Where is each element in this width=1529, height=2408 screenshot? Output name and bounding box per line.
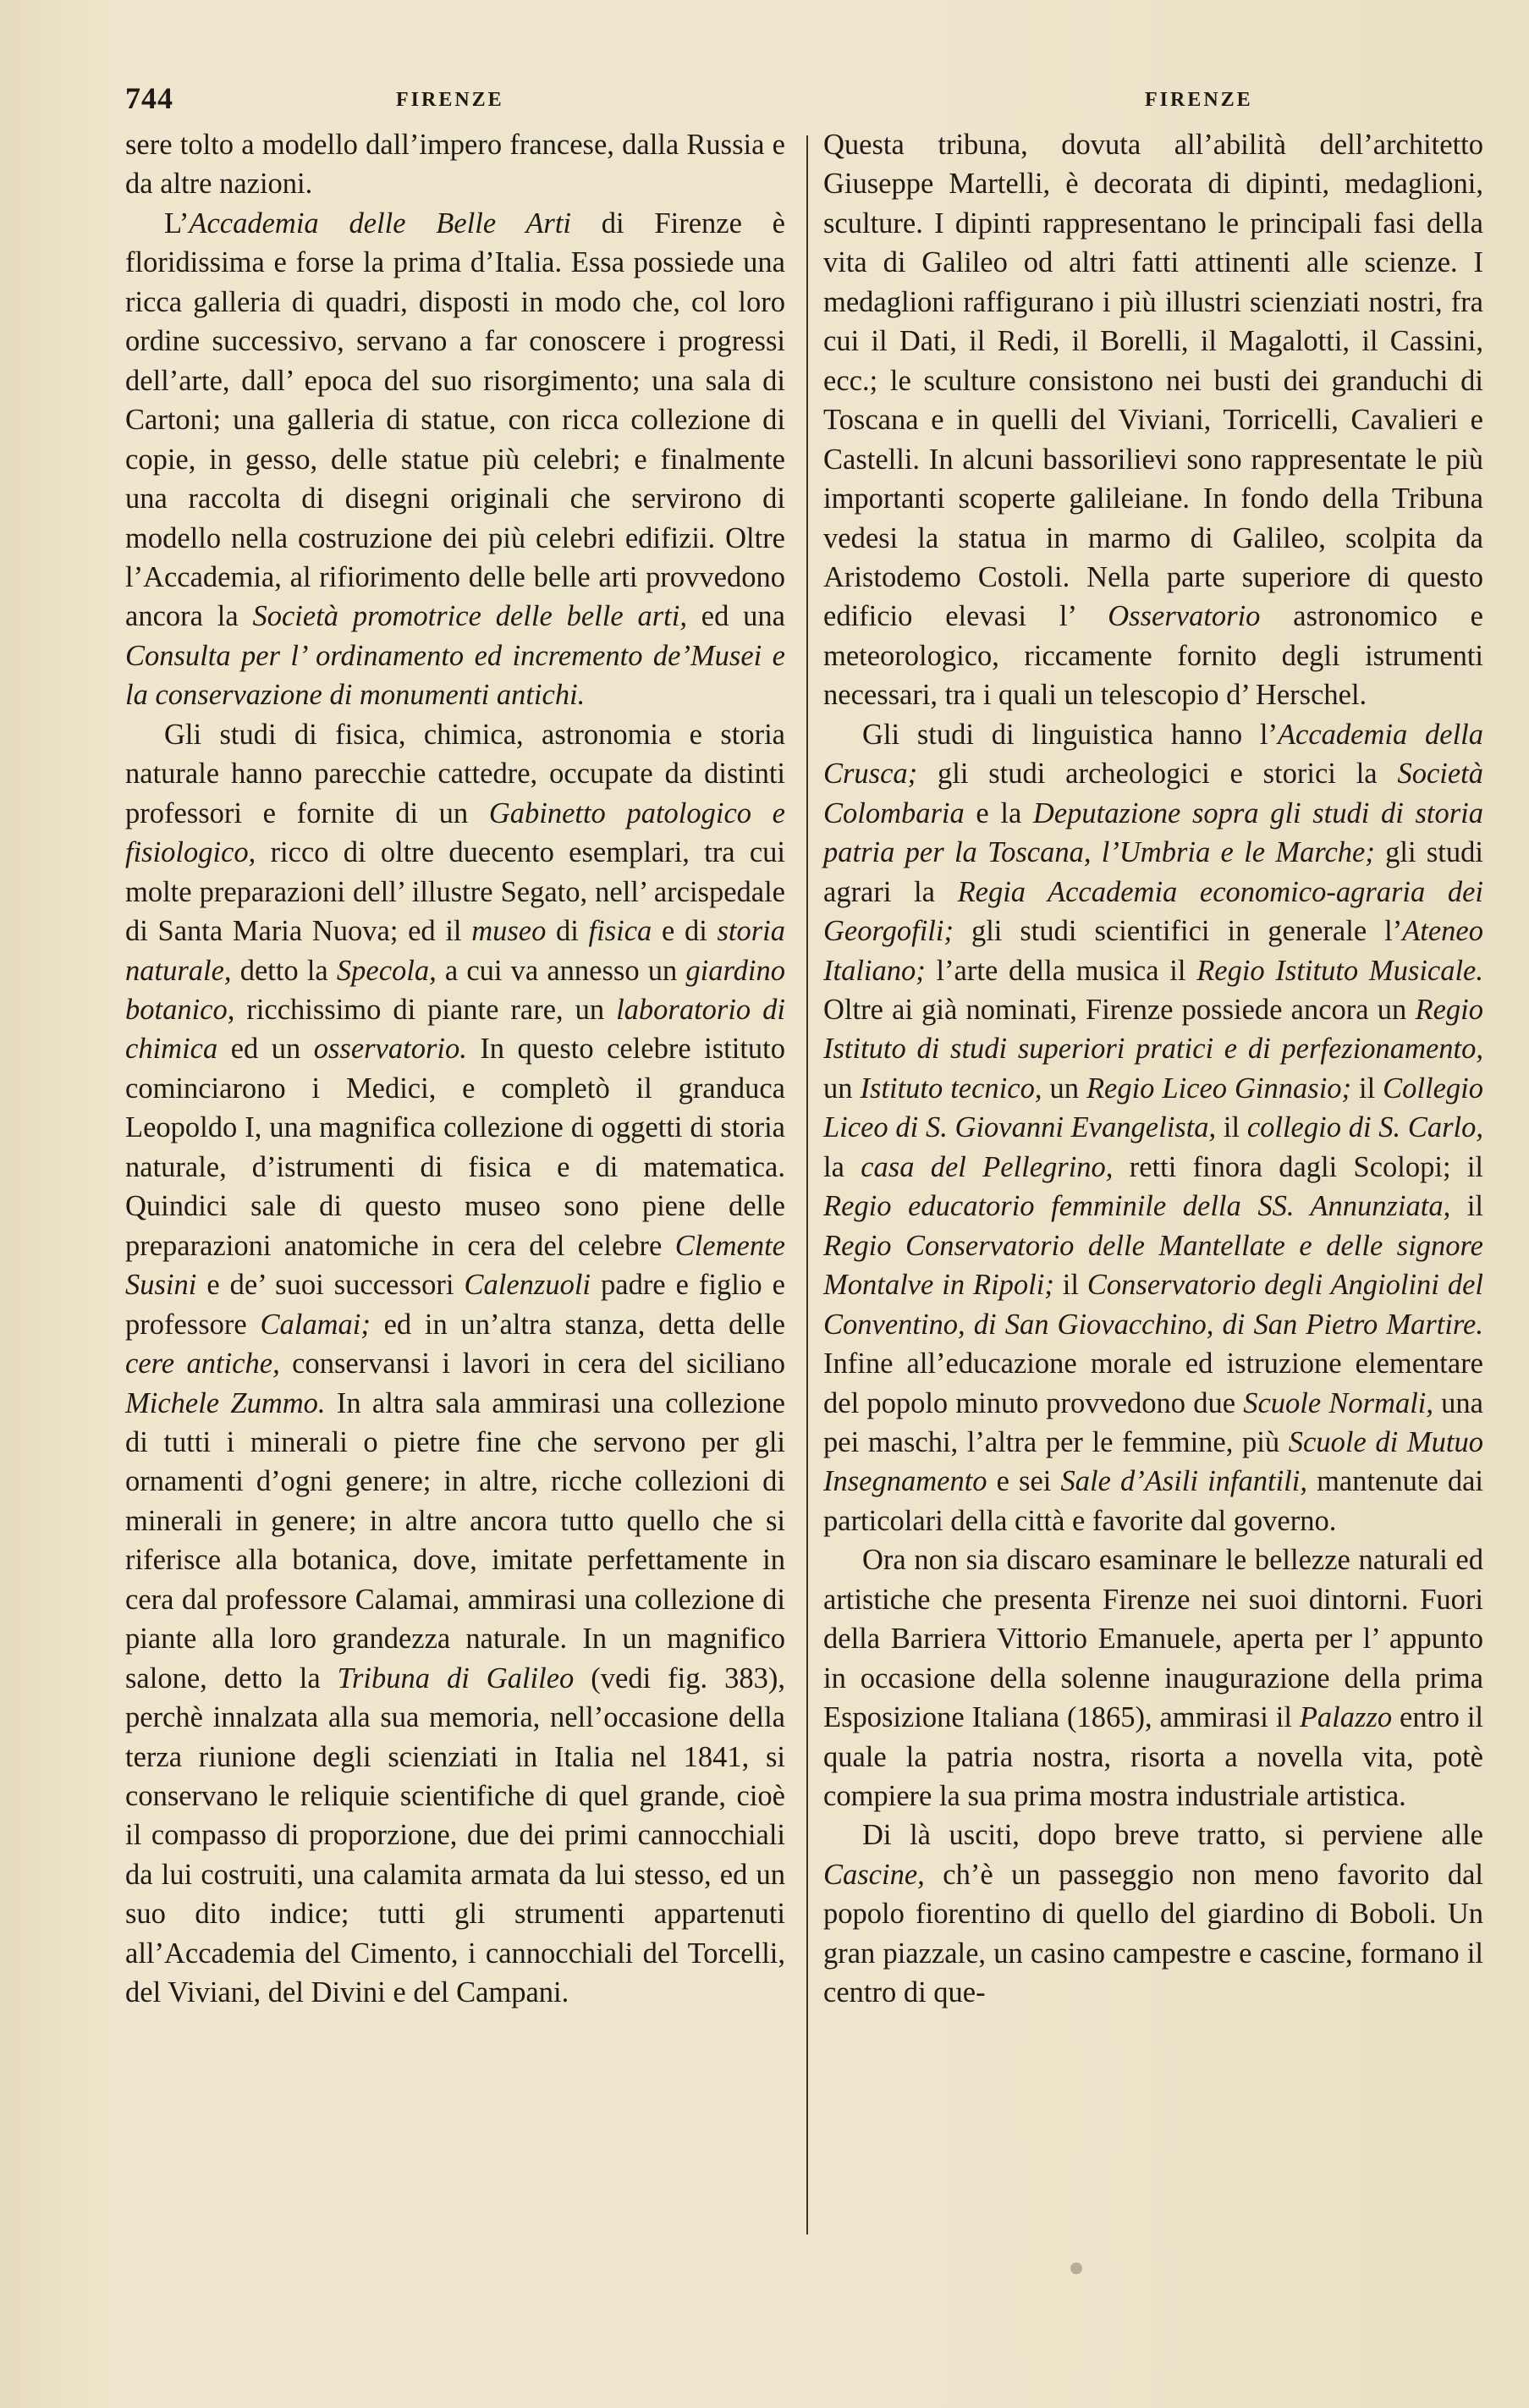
- italic-run: Specola,: [336, 954, 437, 987]
- italic-run: Consulta per l’ ordinamento ed incremento de’Musei e la conservazione di monumenti antichi.: [125, 639, 785, 712]
- text-run: di Firenze è floridissima e forse la prima d’Italia. Essa possiede una ricca galleria di quadri, disposti in modo che, col loro ordine successivo, servano a far conoscere i progressi dell’arte, dall’ epoca del suo risorgimento; una sala di Cartoni; una galleria di statue, con ricca collezione di copie, in gesso, delle statue più celebri; e finalmente una raccolta di disegni originali che servirono di modello nella costruzione dei più celebri edifizii. Oltre l’Accademia, al rifiorimento delle belle arti provvedono ancora la: [125, 207, 785, 633]
- text-run: Questa tribuna, dovuta all’abilità dell’architetto Giuseppe Martelli, è decorata di dipinti, medaglioni, sculture. I dipinti rappresentano le principali fasi della vita di Galileo od altri fatti attinenti alle scienze. I medaglioni raffigurano i più illustri scienziati nostri, fra cui il Dati, il Redi, il Borelli, il Magalotti, il Cassini, ecc.; le sculture consistono nei busti dei granduchi di Toscana e in quelli del Viviani, Torricelli, Cavalieri e Castelli. In alcuni bassorilievi sono rappresentate le più importanti scoperte galileiane. In fondo della Tribuna vedesi la statua in marmo di Galileo, scolpita da Aristodemo Costoli. Nella parte superiore di questo edificio elevasi l’: [823, 129, 1483, 633]
- text-run: il: [1351, 1072, 1383, 1105]
- text-run: di: [546, 915, 589, 948]
- italic-run: cere antiche,: [125, 1347, 280, 1380]
- italic-run: Deputazione sopra gli studi di storia patria per la Toscana, l’Umbria e le Marche;: [823, 796, 1483, 869]
- column-divider: [806, 135, 808, 2234]
- text-run: e di: [652, 915, 718, 948]
- text-run: gli studi scientifici in generale l’: [953, 915, 1403, 948]
- left-paragraph-3: [125, 715, 785, 2013]
- text-run: entro il quale la patria nostra, risorta a novella vita, potè compiere la sua prima mostra industriale artistica.: [823, 1701, 1483, 1813]
- text-run: ch’è un passeggio non meno favorito dal popolo fiorentino di quello del giardino di Boboli. Un gran piazzale, un casino campestre e cascine, formano il centro di que-: [823, 1858, 1483, 2009]
- text-run: detto la: [231, 954, 337, 987]
- italic-run: giardino botanico,: [125, 954, 785, 1026]
- text-run: Infine all’educazione morale ed istruzione elementare del popolo minuto provvedono due: [823, 1347, 1483, 1419]
- italic-run: Regio Istituto di studi superiori pratici e di perfezionamento,: [823, 993, 1483, 1066]
- page-number: 744: [125, 81, 173, 115]
- text-run: il: [1216, 1111, 1247, 1144]
- text-run: conservansi i lavori in cera del siciliano: [279, 1347, 785, 1380]
- italic-run: Società Colombaria: [823, 758, 1483, 829]
- italic-run: Gabinetto patologico e fisiologico,: [125, 796, 785, 869]
- italic-run: Calenzuoli: [464, 1269, 591, 1302]
- text-run: In altra sala ammirasi una collezione di tutti i minerali o pietre fine che servono per gli ornamenti d’ogni genere; in altre, ricche collezioni di minerali in genere; in altre ancora tutto quello che si riferisce alla botanica, dove, imitate perfettamente in cera dal professore Calamai, ammirasi una collezione di piante alla loro grandezza naturale. In un magnifico salone, detto la: [125, 1386, 785, 1694]
- italic-run: Michele Zummo.: [125, 1386, 326, 1419]
- italic-run: collegio di S. Carlo,: [1246, 1111, 1484, 1144]
- italic-run: Istituto tecnico,: [860, 1072, 1042, 1105]
- italic-run: Regio educatorio femminile della SS. Annunziata,: [823, 1190, 1451, 1223]
- italic-run: Scuole di Mutuo Insegnamento: [823, 1425, 1483, 1498]
- text-run: retti finora dagli Scolopi; il: [1113, 1150, 1483, 1183]
- text-run: Ora non sia discaro esaminare le bellezze naturali ed artistiche che presenta Firenze nei suoi dintorni. Fuori della Barriera Vittorio Emanuele, aperta per l’ appunto in occasione della solenne inaugurazione della prima Esposizione Italiana (1865), ammirasi il: [823, 1544, 1483, 1734]
- text-run: (vedi fig. 383), perchè innalzata alla sua memoria, nell’occasione della terza riunione degli scienziati in Italia nel 1841, si conservano le reliquie scientifiche di quel grande, cioè il compasso di proporzione, due dei primi cannocchiali da lui costruiti, una calamita armata da lui stesso, ed un suo dito indice; tutti gli strumenti appartenuti all’Accademia del Cimento, i cannocchiali del Torcelli, del Viviani, del Divini e del Campani.: [125, 1661, 785, 2009]
- italic-run: laboratorio di chimica: [125, 993, 785, 1066]
- text-run: ed in un’altra stanza, detta delle: [370, 1308, 785, 1341]
- italic-run: Palazzo: [1299, 1701, 1393, 1734]
- italic-run: Calamai;: [260, 1308, 371, 1341]
- text-run: Gli studi di linguistica hanno l’: [862, 718, 1278, 751]
- italic-run: Accademia della Crusca;: [823, 718, 1483, 791]
- text-run: il: [1450, 1190, 1483, 1223]
- text-run: e de’ suoi successori: [196, 1269, 465, 1302]
- italic-run: museo: [471, 915, 547, 948]
- text-run: e la: [964, 796, 1033, 829]
- left-paragraph-2: [125, 204, 785, 715]
- right-column: [823, 125, 1483, 2013]
- text-run: Gli studi di fisica, chimica, astronomia e storia naturale hanno parecchie cattedre, occupate da distinti professori e fornite di un: [125, 718, 785, 829]
- italic-run: Cascine,: [823, 1858, 925, 1891]
- left-column: [125, 125, 785, 2013]
- text-run: sere tolto a modello dall’impero francese, dalla Russia e da altre nazioni.: [125, 129, 785, 201]
- text-run: gli studi archeologici e storici la: [917, 758, 1398, 791]
- text-run: un: [1042, 1072, 1086, 1105]
- italic-run: Ateneo Italiano;: [823, 915, 1483, 987]
- right-paragraph-1: [823, 125, 1483, 715]
- text-run: un: [823, 1072, 861, 1105]
- right-paragraph-2: [823, 715, 1483, 1541]
- text-run: mantenute dai particolari della città e favorite dal governo.: [823, 1465, 1484, 1537]
- italic-run: Conservatorio degli Angiolini del Conventino, di San Giovacchino, di San Pietro Martire.: [823, 1269, 1483, 1341]
- page-header: [125, 80, 1504, 131]
- text-run: la: [823, 1150, 861, 1183]
- italic-run: Regio Istituto Musicale.: [1196, 954, 1483, 987]
- paper-speck: [1070, 2262, 1082, 2274]
- text-run: e sei: [987, 1465, 1061, 1498]
- italic-run: Regio Liceo Ginnasio;: [1086, 1072, 1352, 1105]
- left-paragraph-1: [125, 125, 785, 204]
- italic-run: storia naturale,: [125, 915, 785, 987]
- italic-run: Tribuna di Galileo: [337, 1661, 575, 1694]
- text-run: ed un: [217, 1033, 314, 1066]
- italic-run: osservatorio.: [313, 1033, 467, 1066]
- italic-run: Società promotrice delle belle arti,: [252, 600, 687, 633]
- running-head-right: FIRENZE: [1145, 89, 1253, 111]
- text-run: astronomico e meteorologico, riccamente fornito degli istrumenti necessari, tra i quali un telescopio d’ Herschel.: [823, 600, 1483, 712]
- running-head-left: FIRENZE: [396, 89, 504, 111]
- text-run: il: [1053, 1269, 1087, 1302]
- text-run: L’: [164, 207, 190, 240]
- italic-run: Accademia delle Belle Arti: [189, 207, 572, 240]
- text-run: una pei maschi, l’altra per le femmine, più: [823, 1386, 1483, 1458]
- right-paragraph-3: [823, 1540, 1483, 1816]
- text-run: Oltre ai già nominati, Firenze possiede ancora un: [823, 993, 1416, 1026]
- text-run: In questo celebre istituto cominciarono i Medici, e completò il granduca Leopoldo I, una magnifica collezione di oggetti di storia naturale, d’istrumenti di fisica e di matematica. Quindici sale di questo museo sono piene delle preparazioni anatomiche in cera del celebre: [125, 1033, 785, 1262]
- italic-run: Clemente Susini: [125, 1229, 785, 1302]
- text-run: gli studi agrari la: [823, 836, 1483, 908]
- right-paragraph-4: [823, 1816, 1483, 2012]
- italic-run: casa del Pellegrino,: [861, 1150, 1114, 1183]
- text-run: padre e figlio e professore: [125, 1269, 785, 1341]
- text-run: ed una: [686, 600, 785, 633]
- italic-run: Sale d’Asili infantili,: [1060, 1465, 1307, 1498]
- italic-run: Regia Accademia economico-agraria dei Georgofili;: [823, 875, 1484, 948]
- italic-run: Regio Conservatorio delle Mantellate e delle signore Montalve in Ripoli;: [823, 1229, 1483, 1302]
- text-run: ricchissimo di piante rare, un: [234, 993, 617, 1026]
- text-run: Di là usciti, dopo breve tratto, si perviene alle: [862, 1819, 1483, 1852]
- italic-run: fisica: [588, 915, 652, 948]
- text-run: l’arte della musica il: [925, 954, 1197, 987]
- italic-run: Scuole Normali,: [1243, 1386, 1433, 1419]
- italic-run: Osservatorio: [1108, 600, 1261, 633]
- italic-run: Collegio Liceo di S. Giovanni Evangelista,: [823, 1072, 1484, 1144]
- text-run: a cui va annesso un: [436, 954, 686, 987]
- text-run: ricco di oltre duecento esemplari, tra cui molte preparazioni dell’ illustre Segato, nell’ arcispedale di Santa Maria Nuova; ed il: [125, 836, 785, 948]
